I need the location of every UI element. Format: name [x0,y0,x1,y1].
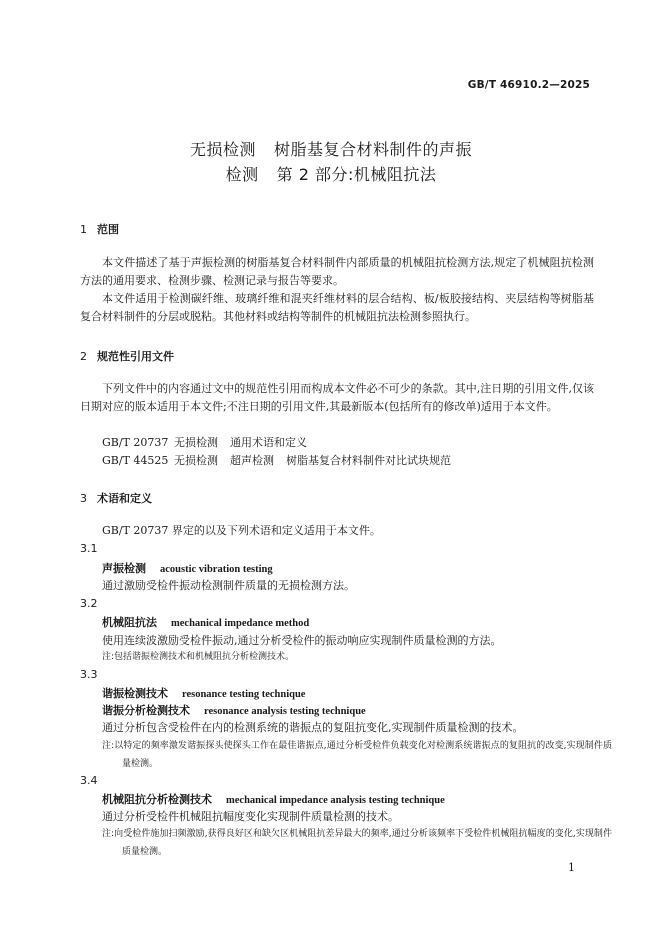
title-part: 树脂基复合材料制件的声振 [274,140,473,159]
term-definition: 通过分析受检件机械阻抗幅度变化实现制件质量检测的技术。 [102,810,399,823]
term-note [102,648,612,666]
reference-code: GB/T 20737 [102,436,169,449]
term-chinese: 机械阻抗法 [102,616,157,629]
title-part: 无损检测 [189,140,256,159]
section-number: 1 [80,223,87,236]
term-chinese: 谐振分析检测技术 [102,704,190,717]
term-chinese: 声振检测 [102,562,146,575]
term-chinese: 谐振检测技术 [102,687,168,700]
term-english: acoustic vibration testing [160,564,273,575]
term-note [102,825,612,861]
section-heading-normative-references [80,348,174,364]
term-english: resonance testing technique [182,689,306,700]
section-title: 范围 [97,223,119,236]
term-heading [102,685,305,701]
standard-number: GB/T 46910.2—2025 [467,79,590,91]
reference-title: 树脂基复合材料制件对比试块规范 [286,454,451,467]
reference-title: 通用术语和定义 [230,436,307,449]
note-label: 注: [102,829,115,839]
scope-paragraph-2: 本文件适用于检测碳纤维、玻璃纤维和混夹纤维材料的层合结构、板/板胶接结构、夹层结构等树脂基复合材料制件的分层或脱粘。其他材料或结构等制件的机械阻抗法检测参照执行。 [80,292,594,323]
title-part: 第 2 部分:机械阻抗法 [276,165,437,184]
term-english: mechanical impedance method [171,618,310,629]
note-text: 以特定的频率激发谐振探头使探头工作在最佳谐振点,通过分析受检件负载变化对检测系统谐振点的复阻抗的改变,实现制件质量检测。 [114,741,612,769]
reference-entry [102,434,307,450]
references-paragraph: 下列文件中的内容通过文中的规范性引用而构成本文件必不可少的条款。其中,注日期的引用文件,仅该日期对应的版本适用于本文件;不注日期的引用文件,其最新版本(包括所有的修改单)适用于本文件。 [80,382,594,413]
note-text: 向受检件施加扫频激励,获得良好区和缺欠区机械阻抗差异最大的频率,通过分析该频率下受检件机械阻抗幅度的变化,实现制件质量检测。 [114,829,612,857]
term-heading [102,791,445,807]
term-heading [102,560,273,576]
document-title-line-1 [0,137,662,160]
term-alternate-heading [102,702,366,718]
note-label: 注: [102,652,115,662]
section-heading-scope [80,221,119,237]
note-label: 注: [102,741,115,751]
term-definition: 通过分析包含受检件在内的检测系统的谐振点的复阻抗变化,实现制件质量检测的技术。 [102,721,524,734]
title-part: 检测 [225,165,259,184]
term-number: 3.3 [80,668,98,681]
reference-title: 无损检测 [174,454,218,467]
term-english: mechanical impedance analysis testing technique [226,795,445,806]
reference-entry [102,452,451,468]
terms-intro: GB/T 20737 界定的以及下列术语和定义适用于本文件。 [102,524,381,537]
document-title-line-2 [0,162,662,185]
term-number: 3.4 [80,774,98,787]
reference-title: 超声检测 [230,454,274,467]
section-title: 术语和定义 [97,492,152,505]
term-definition: 使用连续波激励受检件振动,通过分析受检件的振动响应实现制件质量检测的方法。 [102,634,502,647]
reference-code: GB/T 44525 [102,454,169,467]
term-number: 3.1 [80,542,98,555]
term-english: resonance analysis testing technique [204,706,366,717]
scope-paragraph-1: 本文件描述了基于声振检测的树脂基复合材料制件内部质量的机械阻抗检测方法,规定了机械阻抗检测方法的通用要求、检测步骤、检测记录与报告等要求。 [80,256,594,287]
section-heading-terms [80,490,152,506]
section-number: 2 [80,350,87,363]
note-text: 包括谐振检测技术和机械阻抗分析检测技术。 [114,652,295,662]
term-heading [102,614,309,630]
reference-title: 无损检测 [174,436,218,449]
section-title: 规范性引用文件 [97,350,174,363]
term-note [102,737,612,773]
page-number: 1 [568,861,575,874]
term-number: 3.2 [80,597,98,610]
section-number: 3 [80,492,87,505]
term-definition: 通过激励受检件振动检测制件质量的无损检测方法。 [102,579,355,592]
term-chinese: 机械阻抗分析检测技术 [102,793,212,806]
